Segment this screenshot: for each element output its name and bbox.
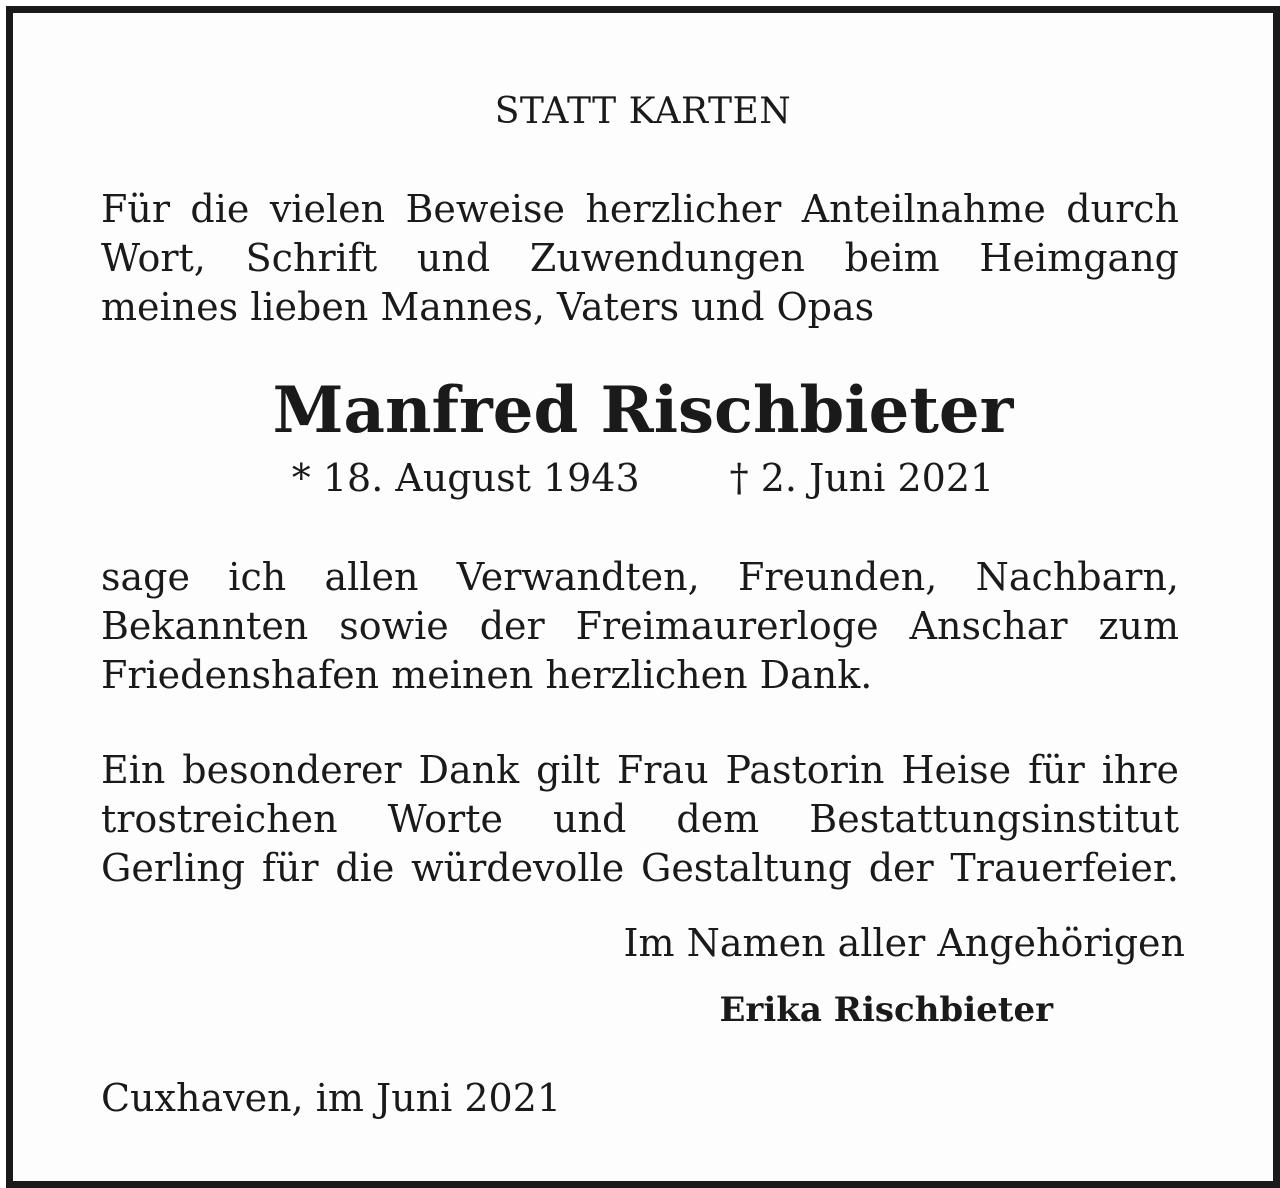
intro-line: Für die vielen Beweise herzlicher Anteilnahme durch <box>101 187 1179 231</box>
life-dates <box>13 456 1273 500</box>
special-line: trostreichen Worte und dem Bestattungsinstitut <box>101 797 1179 841</box>
notice-content <box>13 13 1273 1181</box>
deceased-name: Manfred Rischbieter <box>272 373 1014 448</box>
notice-frame <box>6 6 1280 1188</box>
place-date: Cuxhaven, im Juni 2021 <box>101 1076 562 1120</box>
special-thanks-paragraph <box>101 746 1179 893</box>
thanks-paragraph <box>101 553 1179 700</box>
death-date: † 2. Juni 2021 <box>729 456 995 500</box>
special-line: Gerling für die würdevolle Gestaltung der Trauerfeier. <box>101 846 1179 890</box>
signer-name: Erika Rischbieter <box>719 990 1053 1030</box>
closing-line: Im Namen aller Angehörigen <box>623 921 1185 965</box>
birth-date: * 18. August 1943 <box>291 456 640 500</box>
intro-line: meines lieben Mannes, Vaters und Opas <box>101 285 875 329</box>
thanks-line: Bekannten sowie der Freimaurerloge Anschar zum <box>101 604 1179 648</box>
thanks-line: Friedenshafen meinen herzlichen Dank. <box>101 653 873 697</box>
notice-header: STATT KARTEN <box>494 91 792 132</box>
intro-paragraph <box>101 185 1179 332</box>
thanks-line: sage ich allen Verwandten, Freunden, Nachbarn, <box>101 555 1179 599</box>
special-line: Ein besonderer Dank gilt Frau Pastorin Heise für ihre <box>101 748 1179 792</box>
intro-line: Wort, Schrift und Zuwendungen beim Heimgang <box>101 236 1179 280</box>
